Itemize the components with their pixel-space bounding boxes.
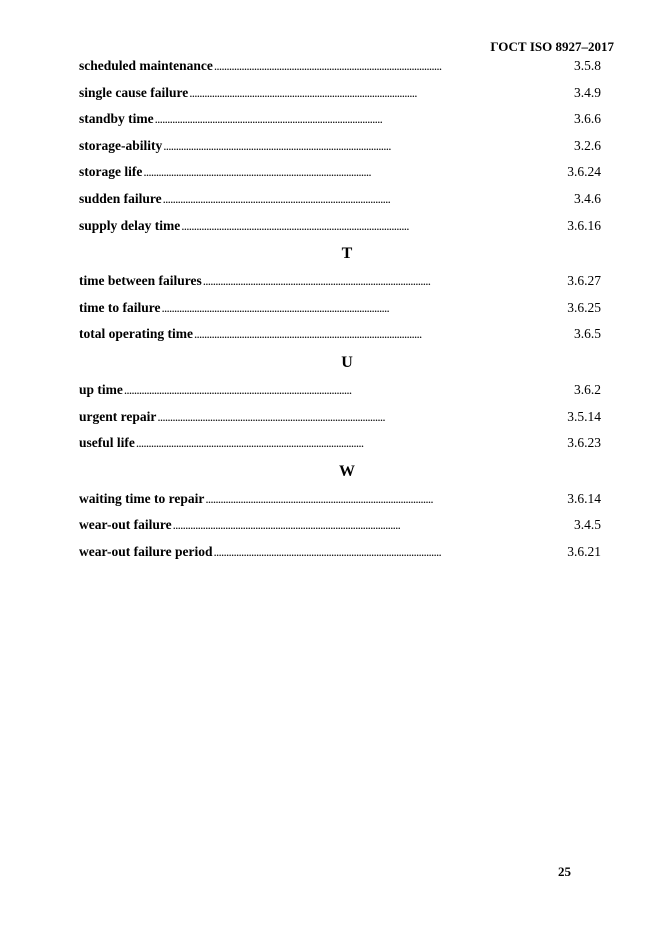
index-entry bbox=[79, 133, 601, 160]
index-entry bbox=[79, 404, 601, 431]
index-group-s bbox=[79, 53, 601, 239]
dot-leader bbox=[136, 430, 566, 457]
index-reference: 3.6.24 bbox=[567, 164, 601, 180]
index-entry bbox=[79, 377, 601, 404]
index-reference: 3.6.27 bbox=[567, 273, 601, 289]
index-term: supply delay time bbox=[79, 217, 181, 233]
index-entry bbox=[79, 159, 601, 186]
index-term: total operating time bbox=[79, 326, 193, 342]
index-term: wear-out failure bbox=[79, 517, 172, 533]
page-number: 25 bbox=[558, 864, 571, 879]
dot-leader bbox=[163, 186, 573, 213]
index-reference: 3.6.23 bbox=[567, 435, 601, 451]
index-entry bbox=[79, 539, 601, 566]
dot-leader bbox=[214, 53, 573, 80]
index-term: waiting time to repair bbox=[79, 490, 205, 506]
dot-leader bbox=[143, 159, 566, 186]
dot-leader bbox=[205, 486, 566, 513]
index-entry bbox=[79, 53, 601, 80]
dot-leader bbox=[173, 512, 573, 539]
index-term: scheduled maintenance bbox=[79, 58, 213, 73]
dot-leader bbox=[189, 80, 573, 107]
index-entry bbox=[79, 430, 601, 457]
dot-leader bbox=[213, 539, 566, 566]
index-reference: 3.6.2 bbox=[574, 381, 601, 397]
index-reference: 3.2.6 bbox=[574, 137, 601, 153]
index-reference: 3.5.8 bbox=[574, 58, 601, 73]
index-reference: 3.4.6 bbox=[574, 190, 601, 206]
index-term: storage-ability bbox=[79, 137, 163, 153]
section-letter: T bbox=[341, 245, 353, 263]
section-letter: U bbox=[341, 353, 353, 371]
dot-leader bbox=[181, 213, 566, 240]
index-entry bbox=[79, 486, 601, 513]
index-reference: 3.5.14 bbox=[567, 408, 601, 424]
index-term: sudden failure bbox=[79, 190, 162, 206]
index-term: useful life bbox=[79, 435, 135, 451]
section-letter: W bbox=[339, 462, 355, 480]
index-term: time between failures bbox=[79, 273, 202, 289]
index-entry bbox=[79, 268, 601, 295]
index-reference: 3.4.5 bbox=[574, 517, 601, 533]
dot-leader bbox=[194, 321, 573, 348]
document-header: ГОСТ ISO 8927–2017 bbox=[490, 39, 614, 54]
index-entry bbox=[79, 213, 601, 240]
index-reference: 3.4.9 bbox=[574, 84, 601, 100]
alphabetical-index bbox=[79, 53, 601, 566]
index-term: time to failure bbox=[79, 299, 161, 315]
index-group-u bbox=[79, 348, 601, 457]
index-term: single cause failure bbox=[79, 84, 189, 100]
index-entry bbox=[79, 321, 601, 348]
index-reference: 3.6.16 bbox=[567, 217, 601, 233]
index-reference: 3.6.6 bbox=[574, 111, 601, 127]
dot-leader bbox=[163, 133, 573, 160]
index-term: standby time bbox=[79, 111, 154, 127]
dot-leader bbox=[157, 404, 566, 431]
index-reference: 3.6.14 bbox=[567, 490, 601, 506]
index-entry bbox=[79, 186, 601, 213]
dot-leader bbox=[155, 106, 573, 133]
index-entry bbox=[79, 295, 601, 322]
index-entry bbox=[79, 106, 601, 133]
index-reference: 3.6.25 bbox=[567, 299, 601, 315]
index-group-t bbox=[79, 239, 601, 348]
dot-leader bbox=[124, 377, 573, 404]
index-term: storage life bbox=[79, 164, 143, 180]
dot-leader bbox=[203, 268, 567, 295]
dot-leader bbox=[161, 295, 566, 322]
index-entry bbox=[79, 512, 601, 539]
index-term: up time bbox=[79, 381, 123, 397]
index-reference: 3.6.5 bbox=[574, 326, 601, 342]
index-entry bbox=[79, 80, 601, 107]
index-group-w bbox=[79, 457, 601, 566]
index-term: urgent repair bbox=[79, 408, 157, 424]
index-reference: 3.6.21 bbox=[567, 543, 601, 559]
index-term: wear-out failure period bbox=[79, 543, 213, 559]
